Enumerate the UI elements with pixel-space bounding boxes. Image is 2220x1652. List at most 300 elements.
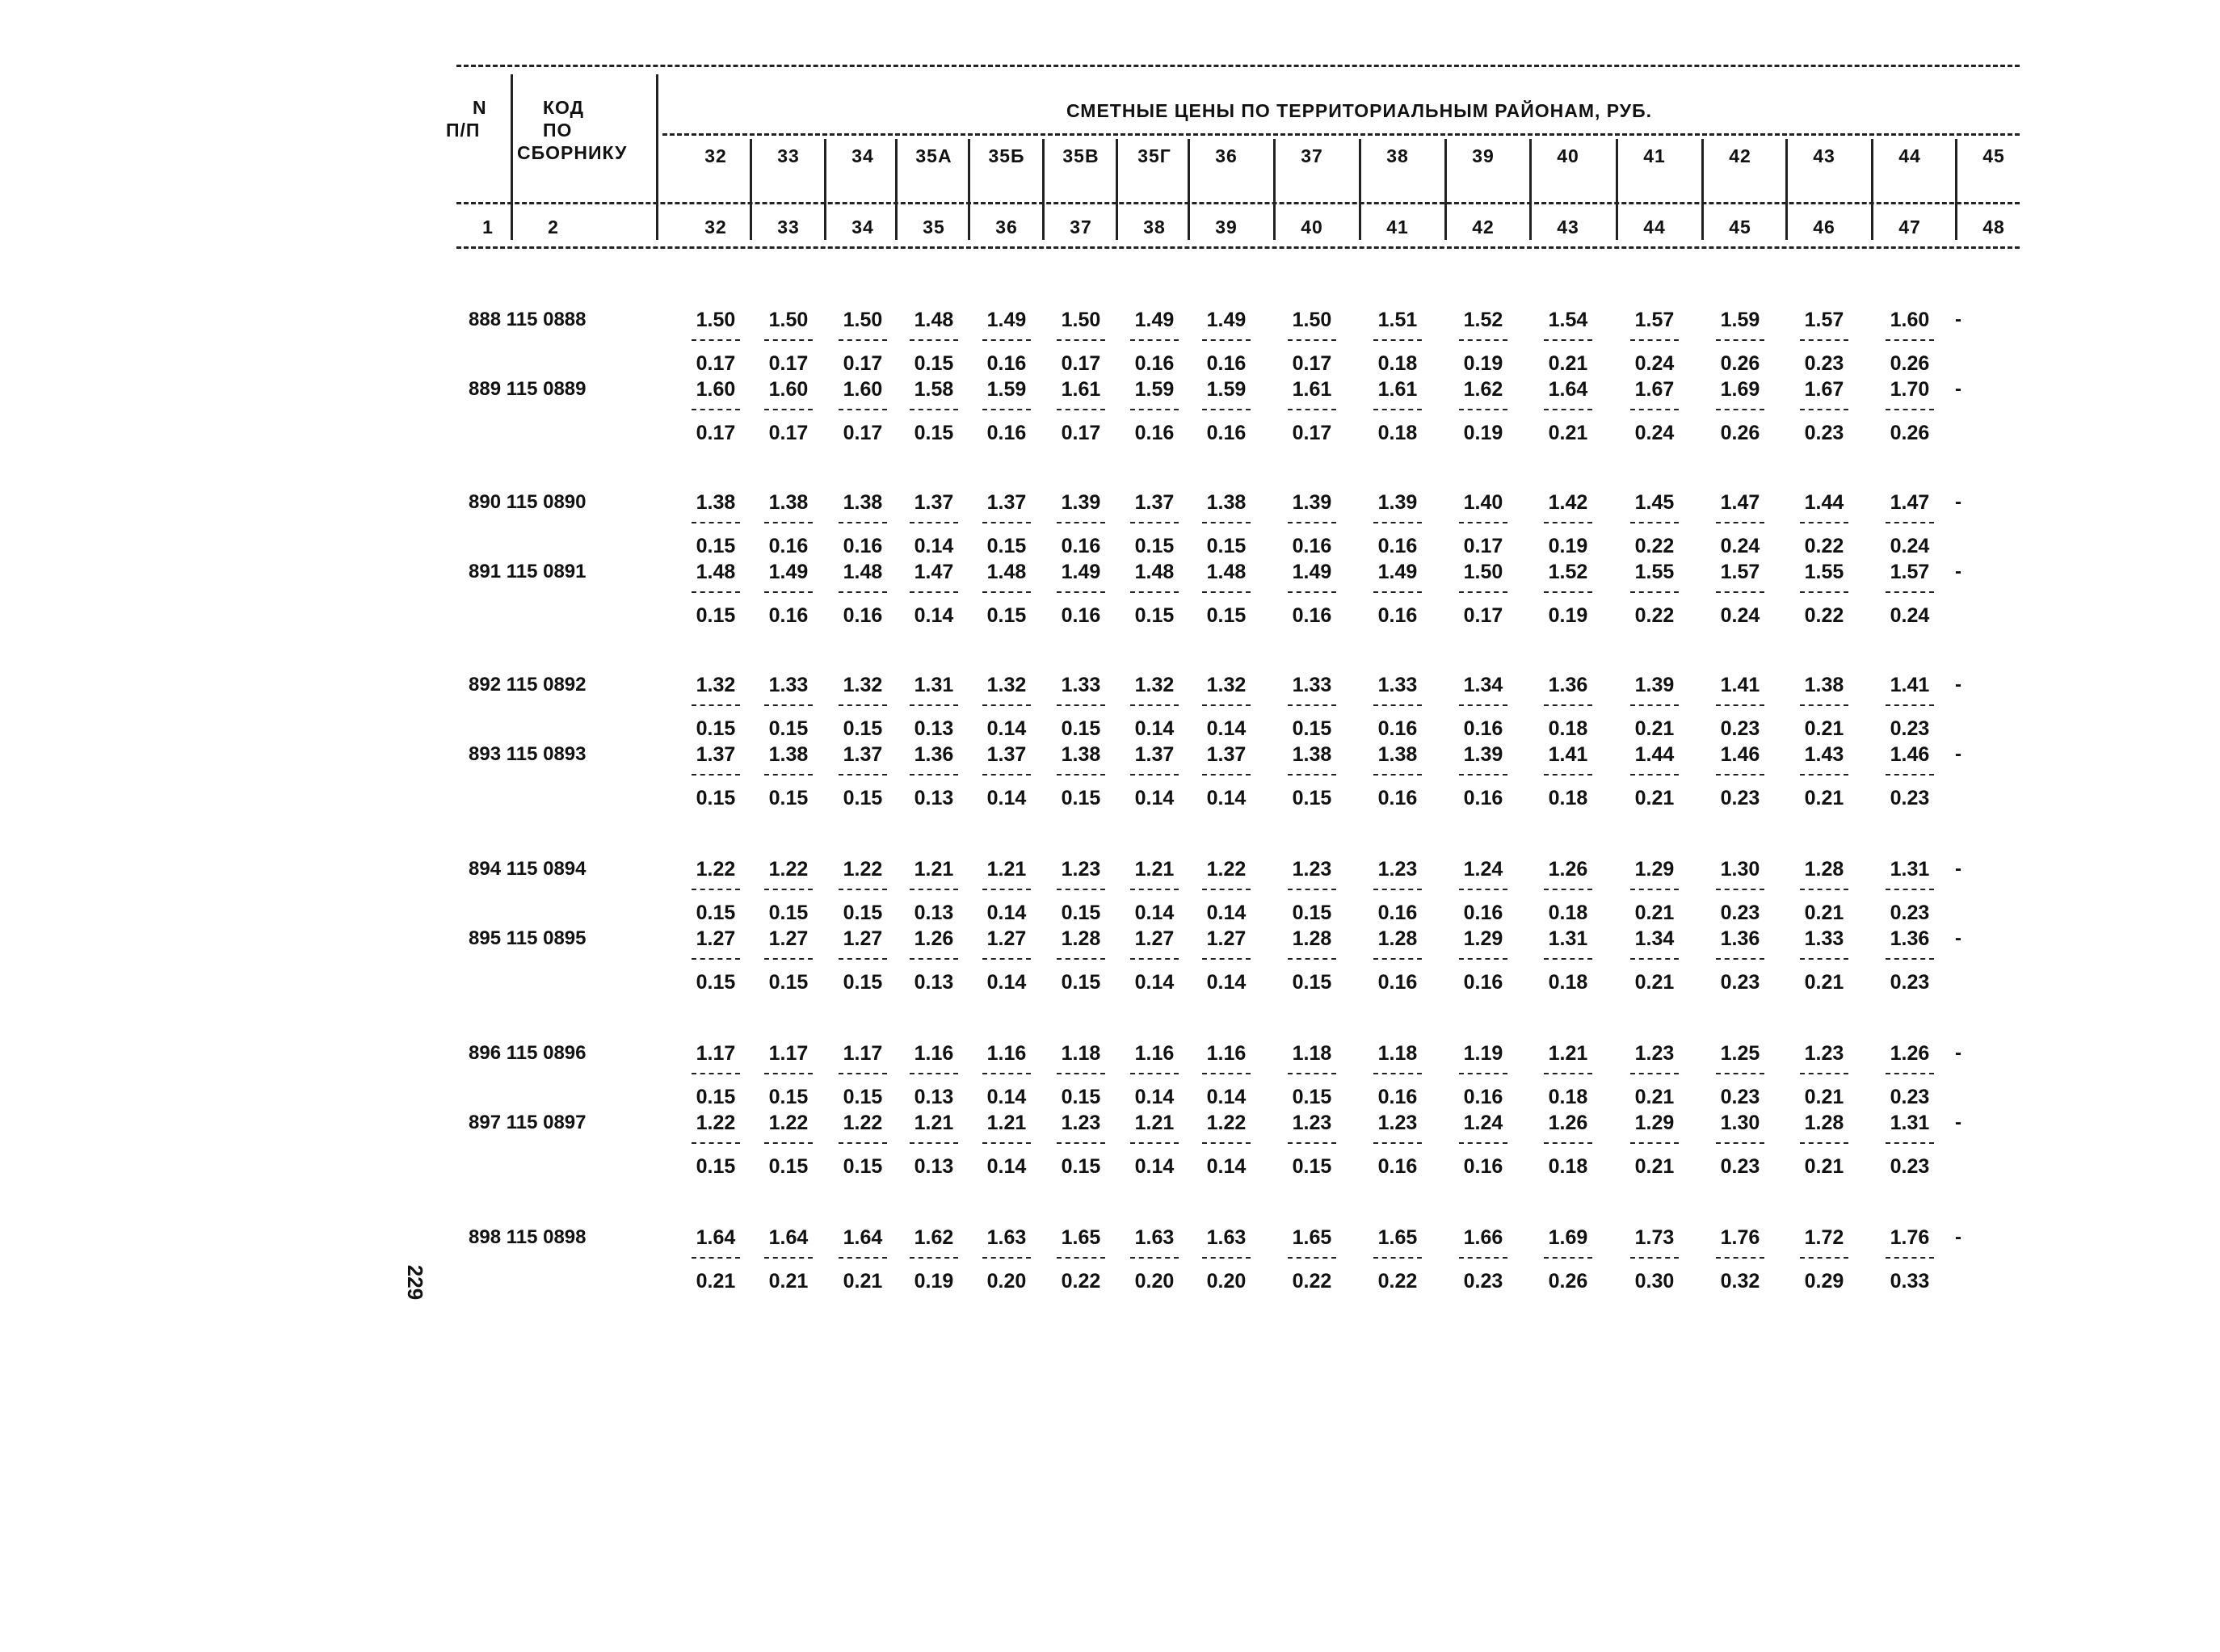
fraction-line [1057, 339, 1105, 341]
wage-value: 0.15 [696, 1155, 736, 1178]
fraction-line [1886, 1257, 1934, 1259]
price-value: 1.28 [1061, 927, 1101, 950]
wage-value: 0.15 [914, 422, 954, 444]
price-value: 1.22 [843, 1112, 883, 1134]
price-value: 1.21 [1548, 1042, 1588, 1065]
fraction-line [982, 591, 1031, 593]
fraction-line [1800, 1257, 1848, 1259]
wage-value: 0.14 [1206, 902, 1247, 924]
wage-value: 0.15 [768, 717, 809, 740]
price-value: 1.48 [986, 561, 1027, 583]
wage-value: 0.16 [768, 535, 809, 557]
price-value: 1.49 [1206, 309, 1247, 331]
fraction-line [1373, 1142, 1422, 1144]
fraction-line [1459, 704, 1507, 706]
fraction-line [1544, 409, 1592, 410]
empty-cell-dash: - [1955, 927, 1961, 949]
fraction-line [1630, 1073, 1679, 1074]
fraction-line [910, 889, 958, 890]
column-number: 43 [1557, 216, 1579, 238]
wage-value: 0.18 [1548, 717, 1588, 740]
wage-value: 0.16 [1463, 902, 1503, 924]
fraction-line [1373, 339, 1422, 341]
wage-value: 0.23 [1804, 422, 1844, 444]
wage-value: 0.19 [1463, 352, 1503, 375]
price-value: 1.28 [1377, 927, 1418, 950]
district-divider [1785, 139, 1788, 240]
wage-value: 0.15 [1134, 604, 1175, 627]
price-value: 1.64 [696, 1226, 736, 1249]
price-value: 1.24 [1463, 1112, 1503, 1134]
district-label: 41 [1643, 145, 1666, 166]
district-label: 37 [1301, 145, 1323, 166]
wage-value: 0.15 [1061, 971, 1101, 994]
price-value: 1.47 [1720, 491, 1760, 514]
price-value: 1.57 [1634, 309, 1675, 331]
fraction-line [692, 1257, 740, 1259]
wage-value: 0.21 [1804, 787, 1844, 809]
wage-value: 0.21 [843, 1270, 883, 1293]
wage-value: 0.23 [1720, 1086, 1760, 1108]
wage-value: 0.16 [1292, 535, 1332, 557]
wage-value: 0.21 [1634, 971, 1675, 994]
wage-value: 0.16 [1206, 352, 1247, 375]
wage-value: 0.14 [986, 1086, 1027, 1108]
wage-value: 0.16 [1377, 787, 1418, 809]
price-value: 1.50 [843, 309, 883, 331]
price-value: 1.73 [1634, 1226, 1675, 1249]
wage-value: 0.16 [1061, 604, 1101, 627]
fraction-line [1057, 1257, 1105, 1259]
fraction-line [1630, 409, 1679, 410]
wage-value: 0.14 [1206, 1086, 1247, 1108]
fraction-line [764, 958, 813, 960]
fraction-line [839, 889, 887, 890]
wage-value: 0.14 [1134, 902, 1175, 924]
fraction-line [1130, 339, 1179, 341]
price-value: 1.64 [768, 1226, 809, 1249]
price-value: 1.59 [986, 378, 1027, 401]
column-number: 32 [704, 216, 727, 238]
wage-value: 0.14 [1134, 971, 1175, 994]
fraction-line [1057, 1073, 1105, 1074]
price-value: 1.64 [843, 1226, 883, 1249]
wage-value: 0.15 [696, 971, 736, 994]
empty-cell-dash: - [1955, 378, 1961, 400]
price-value: 1.41 [1890, 674, 1930, 696]
fraction-line [1202, 591, 1251, 593]
price-value: 1.55 [1804, 561, 1844, 583]
price-value: 1.59 [1206, 378, 1247, 401]
price-value: 1.49 [1134, 309, 1175, 331]
wage-value: 0.14 [986, 1155, 1027, 1178]
price-value: 1.38 [768, 491, 809, 514]
wage-value: 0.15 [1061, 717, 1101, 740]
district-label: 45 [1982, 145, 2005, 166]
fraction-line [1886, 958, 1934, 960]
fraction-line [1202, 339, 1251, 341]
fraction-line [1288, 339, 1336, 341]
wage-value: 0.14 [986, 787, 1027, 809]
fraction-line [1288, 958, 1336, 960]
fraction-line [1130, 958, 1179, 960]
fraction-line [1800, 591, 1848, 593]
fraction-line [1630, 339, 1679, 341]
wage-value: 0.21 [1634, 902, 1675, 924]
price-value: 1.23 [1292, 1112, 1332, 1134]
price-value: 1.30 [1720, 858, 1760, 881]
wage-value: 0.22 [1804, 604, 1844, 627]
price-value: 1.46 [1720, 743, 1760, 766]
column-number: 36 [995, 216, 1018, 238]
wage-value: 0.14 [914, 535, 954, 557]
district-divider [1188, 139, 1190, 240]
district-divider [1616, 139, 1618, 240]
wage-value: 0.17 [1061, 352, 1101, 375]
wage-value: 0.14 [1206, 717, 1247, 740]
price-value: 1.21 [1134, 858, 1175, 881]
wage-value: 0.15 [1061, 1086, 1101, 1108]
fraction-line [1202, 774, 1251, 776]
fraction-line [1544, 774, 1592, 776]
page-number: 229 [403, 1264, 428, 1301]
column-number: 44 [1643, 216, 1666, 238]
fraction-line [982, 409, 1031, 410]
fraction-line [982, 889, 1031, 890]
price-value: 1.39 [1061, 491, 1101, 514]
fraction-line [1544, 339, 1592, 341]
wage-value: 0.15 [768, 1086, 809, 1108]
price-value: 1.59 [1720, 309, 1760, 331]
header-divider [656, 74, 658, 240]
fraction-line [692, 591, 740, 593]
district-divider [968, 139, 970, 240]
fraction-line [1716, 774, 1764, 776]
district-divider [1871, 139, 1873, 240]
wage-value: 0.16 [1377, 902, 1418, 924]
fraction-line [1544, 522, 1592, 523]
fraction-line [1800, 409, 1848, 410]
fraction-line [764, 889, 813, 890]
price-value: 1.23 [1377, 858, 1418, 881]
row-code: 892 115 0892 [469, 674, 587, 696]
fraction-line [692, 522, 740, 523]
fraction-line [1630, 1257, 1679, 1259]
empty-cell-dash: - [1955, 491, 1961, 513]
fraction-line [1130, 1073, 1179, 1074]
wage-value: 0.16 [1061, 535, 1101, 557]
wage-value: 0.17 [1463, 604, 1503, 627]
price-value: 1.23 [1804, 1042, 1844, 1065]
wage-value: 0.20 [1206, 1270, 1247, 1293]
price-value: 1.22 [768, 858, 809, 881]
column-number: 1 [482, 216, 494, 238]
wage-value: 0.18 [1377, 352, 1418, 375]
district-divider [824, 139, 826, 240]
wage-value: 0.21 [1634, 1086, 1675, 1108]
fraction-line [1057, 704, 1105, 706]
fraction-line [839, 1257, 887, 1259]
fraction-line [764, 1142, 813, 1144]
district-divider [1529, 139, 1532, 240]
fraction-line [839, 958, 887, 960]
fraction-line [1288, 1142, 1336, 1144]
fraction-line [1459, 958, 1507, 960]
fraction-line [1202, 1142, 1251, 1144]
fraction-line [910, 522, 958, 523]
wage-value: 0.33 [1890, 1270, 1930, 1293]
price-value: 1.49 [1377, 561, 1418, 583]
fraction-line [1459, 591, 1507, 593]
fraction-line [982, 1142, 1031, 1144]
district-label: 32 [704, 145, 727, 166]
fraction-line [1544, 591, 1592, 593]
row-code: 893 115 0893 [469, 743, 587, 765]
wage-value: 0.21 [1634, 1155, 1675, 1178]
wage-value: 0.14 [1206, 1155, 1247, 1178]
price-value: 1.62 [914, 1226, 954, 1249]
district-label: 34 [851, 145, 874, 166]
price-value: 1.60 [843, 378, 883, 401]
fraction-line [839, 339, 887, 341]
fraction-line [1630, 1142, 1679, 1144]
fraction-line [1202, 1257, 1251, 1259]
column-number: 45 [1729, 216, 1751, 238]
price-value: 1.69 [1720, 378, 1760, 401]
row-code: 896 115 0896 [469, 1042, 587, 1064]
fraction-line [1630, 774, 1679, 776]
wage-value: 0.22 [1634, 535, 1675, 557]
price-value: 1.38 [1377, 743, 1418, 766]
fraction-line [1716, 704, 1764, 706]
wage-value: 0.18 [1548, 787, 1588, 809]
price-value: 1.60 [1890, 309, 1930, 331]
wage-value: 0.15 [1292, 1155, 1332, 1178]
price-value: 1.49 [1292, 561, 1332, 583]
price-value: 1.57 [1804, 309, 1844, 331]
price-value: 1.43 [1804, 743, 1844, 766]
fraction-line [1800, 339, 1848, 341]
fraction-line [1886, 1073, 1934, 1074]
wage-value: 0.21 [1634, 787, 1675, 809]
fraction-line [1288, 889, 1336, 890]
fraction-line [1373, 1257, 1422, 1259]
district-label: 35В [1062, 145, 1099, 166]
district-divider [1955, 139, 1957, 240]
wage-value: 0.14 [986, 717, 1027, 740]
price-value: 1.32 [986, 674, 1027, 696]
price-value: 1.36 [1720, 927, 1760, 950]
price-value: 1.63 [1134, 1226, 1175, 1249]
price-value: 1.38 [843, 491, 883, 514]
price-value: 1.16 [1134, 1042, 1175, 1065]
fraction-line [1130, 409, 1179, 410]
price-value: 1.29 [1634, 1112, 1675, 1134]
district-divider [1701, 139, 1704, 240]
fraction-line [1057, 1142, 1105, 1144]
wage-value: 0.15 [1134, 535, 1175, 557]
price-value: 1.47 [914, 561, 954, 583]
fraction-line [1630, 889, 1679, 890]
price-value: 1.18 [1061, 1042, 1101, 1065]
wage-value: 0.16 [1134, 352, 1175, 375]
price-value: 1.50 [768, 309, 809, 331]
col-n-line2: П/П [446, 120, 481, 141]
district-label: 40 [1557, 145, 1579, 166]
price-value: 1.39 [1292, 491, 1332, 514]
price-value: 1.39 [1463, 743, 1503, 766]
empty-cell-dash: - [1955, 858, 1961, 880]
price-value: 1.27 [768, 927, 809, 950]
wage-value: 0.16 [986, 422, 1027, 444]
fraction-line [1459, 522, 1507, 523]
price-value: 1.62 [1463, 378, 1503, 401]
district-label: 43 [1813, 145, 1835, 166]
price-value: 1.21 [1134, 1112, 1175, 1134]
price-value: 1.60 [768, 378, 809, 401]
fraction-line [1544, 1257, 1592, 1259]
wage-value: 0.15 [768, 1155, 809, 1178]
price-value: 1.23 [1377, 1112, 1418, 1134]
fraction-line [910, 409, 958, 410]
district-divider [1116, 139, 1118, 240]
district-label: 35Б [988, 145, 1025, 166]
price-value: 1.70 [1890, 378, 1930, 401]
price-value: 1.33 [1292, 674, 1332, 696]
wage-value: 0.14 [1134, 1086, 1175, 1108]
price-value: 1.46 [1890, 743, 1930, 766]
wage-value: 0.16 [1377, 604, 1418, 627]
fraction-line [910, 339, 958, 341]
fraction-line [692, 704, 740, 706]
price-value: 1.21 [914, 1112, 954, 1134]
fraction-line [1886, 409, 1934, 410]
fraction-line [1459, 1257, 1507, 1259]
fraction-line [1057, 958, 1105, 960]
fraction-line [982, 958, 1031, 960]
price-value: 1.65 [1377, 1226, 1418, 1249]
wage-value: 0.14 [1134, 787, 1175, 809]
price-value: 1.17 [696, 1042, 736, 1065]
price-value: 1.21 [986, 858, 1027, 881]
price-value: 1.49 [986, 309, 1027, 331]
wage-value: 0.23 [1890, 1086, 1930, 1108]
header-top-rule [456, 65, 2020, 67]
wage-value: 0.16 [1134, 422, 1175, 444]
wage-value: 0.16 [843, 535, 883, 557]
fraction-line [1886, 704, 1934, 706]
fraction-line [1057, 774, 1105, 776]
fraction-line [764, 704, 813, 706]
fraction-line [1459, 409, 1507, 410]
wage-value: 0.15 [1292, 1086, 1332, 1108]
fraction-line [1800, 889, 1848, 890]
district-label: 35А [915, 145, 952, 166]
fraction-line [1800, 774, 1848, 776]
price-value: 1.49 [768, 561, 809, 583]
wage-value: 0.13 [914, 787, 954, 809]
price-value: 1.39 [1634, 674, 1675, 696]
column-number: 42 [1472, 216, 1495, 238]
price-value: 1.36 [1890, 927, 1930, 950]
price-value: 1.72 [1804, 1226, 1844, 1249]
fraction-line [1544, 1142, 1592, 1144]
wage-value: 0.18 [1548, 902, 1588, 924]
column-number: 41 [1386, 216, 1409, 238]
wage-value: 0.22 [1804, 535, 1844, 557]
price-value: 1.76 [1890, 1226, 1930, 1249]
wage-value: 0.17 [1463, 535, 1503, 557]
price-value: 1.32 [843, 674, 883, 696]
column-number: 48 [1982, 216, 2005, 238]
wage-value: 0.23 [1890, 787, 1930, 809]
wage-value: 0.15 [696, 902, 736, 924]
price-value: 1.18 [1292, 1042, 1332, 1065]
wage-value: 0.19 [1548, 604, 1588, 627]
fraction-line [1288, 522, 1336, 523]
wage-value: 0.23 [1890, 902, 1930, 924]
fraction-line [1886, 774, 1934, 776]
fraction-line [692, 774, 740, 776]
fraction-line [839, 591, 887, 593]
wage-value: 0.15 [1292, 971, 1332, 994]
wage-value: 0.15 [1061, 902, 1101, 924]
wage-value: 0.16 [1377, 1155, 1418, 1178]
wage-value: 0.16 [768, 604, 809, 627]
price-value: 1.18 [1377, 1042, 1418, 1065]
fraction-line [1716, 409, 1764, 410]
fraction-line [1202, 889, 1251, 890]
price-value: 1.37 [986, 491, 1027, 514]
fraction-line [1288, 409, 1336, 410]
price-value: 1.51 [1377, 309, 1418, 331]
wage-value: 0.16 [1377, 1086, 1418, 1108]
wage-value: 0.23 [1720, 717, 1760, 740]
fraction-line [982, 1257, 1031, 1259]
price-value: 1.29 [1463, 927, 1503, 950]
price-value: 1.21 [914, 858, 954, 881]
row-code: 895 115 0895 [469, 927, 587, 949]
fraction-line [1130, 704, 1179, 706]
fraction-line [1630, 522, 1679, 523]
fraction-line [982, 339, 1031, 341]
price-value: 1.29 [1634, 858, 1675, 881]
price-value: 1.31 [1890, 858, 1930, 881]
fraction-line [764, 522, 813, 523]
fraction-line [1886, 1142, 1934, 1144]
price-value: 1.37 [1206, 743, 1247, 766]
wage-value: 0.16 [1292, 604, 1332, 627]
price-value: 1.37 [986, 743, 1027, 766]
fraction-line [1716, 1073, 1764, 1074]
fraction-line [839, 774, 887, 776]
row-code: 891 115 0891 [469, 561, 587, 582]
price-value: 1.32 [696, 674, 736, 696]
price-value: 1.26 [1548, 858, 1588, 881]
wage-value: 0.24 [1720, 604, 1760, 627]
fraction-line [1716, 339, 1764, 341]
fraction-line [764, 1257, 813, 1259]
wage-value: 0.20 [986, 1270, 1027, 1293]
fraction-line [692, 889, 740, 890]
wage-value: 0.17 [843, 422, 883, 444]
fraction-line [1544, 1073, 1592, 1074]
column-number: 47 [1898, 216, 1921, 238]
col-code-line2: ПО [543, 120, 573, 141]
price-value: 1.65 [1292, 1226, 1332, 1249]
price-value: 1.16 [986, 1042, 1027, 1065]
fraction-line [1886, 339, 1934, 341]
